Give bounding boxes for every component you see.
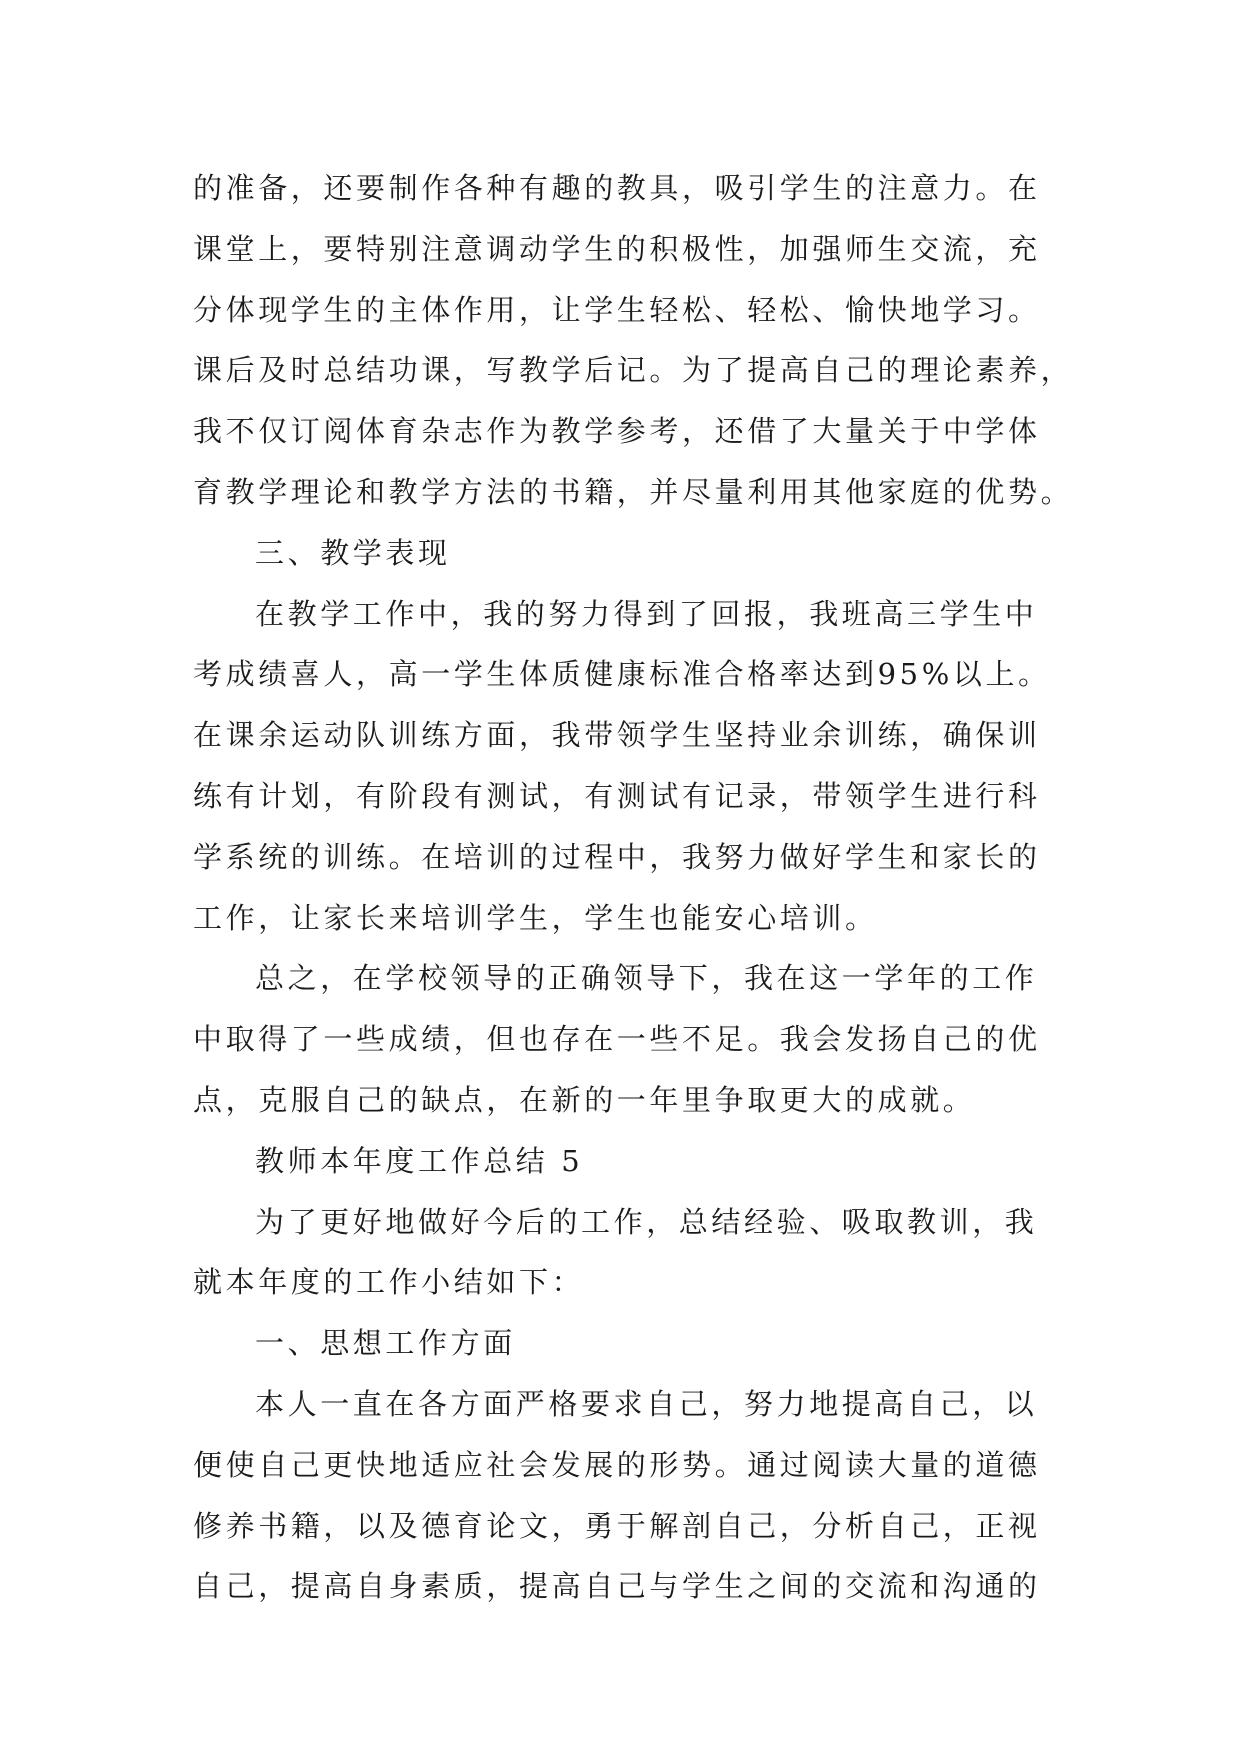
section-heading: 三、教学表现 xyxy=(255,535,451,570)
text-line: 课后及时总结功课，写教学后记。为了提高自己的理论素养， xyxy=(193,353,1074,388)
text-line: 分体现学生的主体作用，让学生轻松、轻松、愉快地学习。 xyxy=(193,292,1041,327)
text-line: 修养书籍，以及德育论文，勇于解剖自己，分析自己，正视 xyxy=(193,1508,1041,1543)
text-line: 中取得了一些成绩，但也存在一些不足。我会发扬自己的优 xyxy=(193,1022,1041,1057)
text-line: 考成绩喜人，高一学生体质健康标准合格率达到95%以上。 xyxy=(193,657,1051,692)
document-body xyxy=(193,158,1074,1617)
text-line: 我不仅订阅体育杂志作为教学参考，还借了大量关于中学体 xyxy=(193,414,1041,449)
document-subtitle: 教师本年度工作总结 5 xyxy=(255,1143,584,1178)
paragraph-start: 在教学工作中，我的努力得到了回报，我班高三学生中 xyxy=(255,596,1038,631)
text-line: 工作，让家长来培训学生，学生也能安心培训。 xyxy=(193,900,878,935)
text-line: 点，克服自己的缺点，在新的一年里争取更大的成就。 xyxy=(193,1082,976,1117)
paragraph-start: 为了更好地做好今后的工作，总结经验、吸取教训，我 xyxy=(255,1204,1038,1239)
text-line: 育教学理论和教学方法的书籍，并尽量利用其他家庭的优势。 xyxy=(193,474,1074,509)
text-line: 课堂上，要特别注意调动学生的积极性，加强师生交流，充 xyxy=(193,231,1041,266)
paragraph-start: 本人一直在各方面严格要求自己，努力地提高自己，以 xyxy=(255,1386,1038,1421)
text-line: 在课余运动队训练方面，我带领学生坚持业余训练，确保训 xyxy=(193,718,1041,753)
text-line: 便使自己更快地适应社会发展的形势。通过阅读大量的道德 xyxy=(193,1447,1041,1482)
text-line: 就本年度的工作小结如下： xyxy=(193,1265,585,1300)
text-line: 练有计划，有阶段有测试，有测试有记录，带领学生进行科 xyxy=(193,778,1041,813)
section-heading: 一、思想工作方面 xyxy=(255,1326,516,1361)
text-line: 自己，提高自身素质，提高自己与学生之间的交流和沟通的 xyxy=(193,1569,1041,1604)
text-line: 的准备，还要制作各种有趣的教具，吸引学生的注意力。在 xyxy=(193,171,1041,205)
text-line: 学系统的训练。在培训的过程中，我努力做好学生和家长的 xyxy=(193,839,1041,874)
paragraph-start: 总之，在学校领导的正确领导下，我在这一学年的工作 xyxy=(255,961,1038,996)
